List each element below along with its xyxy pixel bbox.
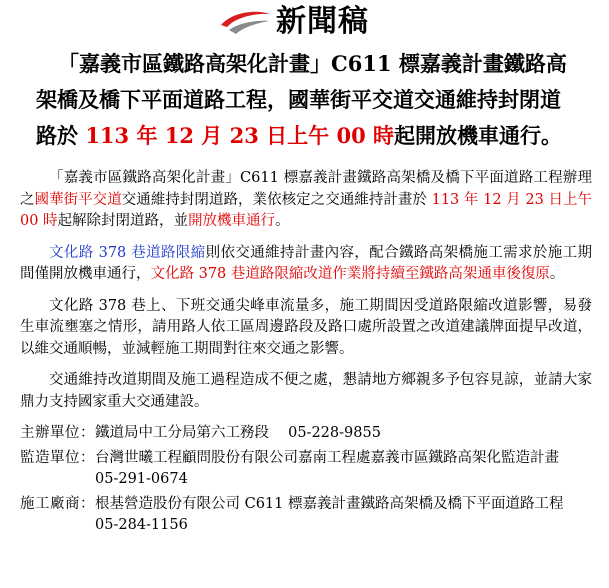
- paragraph-4: 交通維持改道期間及施工過程造成不便之處，懇請地方鄉親多予包容見諒，並請大家鼎力支持國家重大交通建設。: [20, 372, 592, 410]
- headline-line-2: 架橋及橋下平面道路工程，國華街平交道交通維持封閉道: [36, 87, 561, 112]
- paragraph-1-part-c: 交通維持封閉道路，業依核定之交通維持計畫於: [121, 191, 432, 208]
- paragraph-1-crossing-highlight: 國華街平交道: [34, 191, 122, 208]
- headline: [36, 46, 596, 154]
- body-text: [20, 168, 592, 540]
- paragraph-2-lane-highlight: 文化路 378 巷道路限縮: [49, 244, 206, 261]
- supervisor-row: [20, 448, 592, 491]
- organizer-value: 鐵道局中工分局第六工務段 05-228-9855: [95, 425, 381, 441]
- paragraph-1-open-highlight: 開放機車通行: [188, 213, 276, 229]
- contact-info: [20, 423, 592, 537]
- red-grey-swoosh-logo-icon: [218, 8, 272, 36]
- headline-line-1: 「嘉義市區鐵路高架化計畫」C611 標嘉義計畫鐵路高: [58, 51, 567, 76]
- paragraph-1-part-a: 「嘉義市區鐵路高架化計畫」C611 標嘉義計畫鐵路高架橋及橋下平面道路工程辦理之: [20, 170, 592, 208]
- contractor-label: 施工廠商：: [20, 495, 95, 512]
- headline-line-3-prefix: 路於: [36, 123, 86, 148]
- contractor-value: 根基營造股份有限公司 C611 標嘉義計畫鐵路高架橋及橋下平面道路工程 05-284-1156: [95, 495, 578, 533]
- paragraph-2: [20, 243, 592, 286]
- page-title: 新聞稿: [276, 4, 369, 39]
- headline-date-highlight: 113 年 12 月 23 日上午 00 時: [85, 123, 394, 148]
- paragraph-2-restore-highlight: 文化路 378 巷道路限縮改道作業將持續至鐵路高架通車後復原: [150, 266, 550, 282]
- organizer-row: [20, 423, 592, 445]
- paragraph-1: [20, 168, 592, 233]
- paragraph-2-part-d: 。: [549, 266, 565, 282]
- contractor-row: [20, 494, 592, 537]
- paragraph-1-date-highlight: 113 年 12 月 23 日上午 00 時: [20, 191, 593, 229]
- headline-line-3-suffix: 起開放機車通行。: [394, 123, 562, 148]
- paragraph-1-part-e: 起解除封閉道路，並: [57, 213, 189, 229]
- supervisor-value: 台灣世曦工程顧問股份有限公司嘉南工程處嘉義市區鐵路高架化監造計畫 05-291-0674: [95, 449, 574, 487]
- paragraph-2-part-b: 則依交通維持計畫內容，配合鐵路高架橋施工需求於施工期間僅開放機車通行，: [20, 244, 592, 282]
- organizer-label: 主辦單位：: [20, 425, 95, 441]
- paragraph-1-part-g: 。: [275, 213, 290, 229]
- headline-line-3: [36, 118, 596, 154]
- paragraph-3: 文化路 378 巷上、下班交通尖峰車流量多，施工期間因受道路限縮改道影響，易發生車流壅塞之情形，請用路人依工區周邊路段及路口處所設置之改道建議牌面提早改道，以維交通順暢，並減輕施工期間對往來交通之影響。: [20, 297, 592, 357]
- supervisor-label: 監造單位：: [20, 449, 95, 466]
- header: [0, 0, 609, 46]
